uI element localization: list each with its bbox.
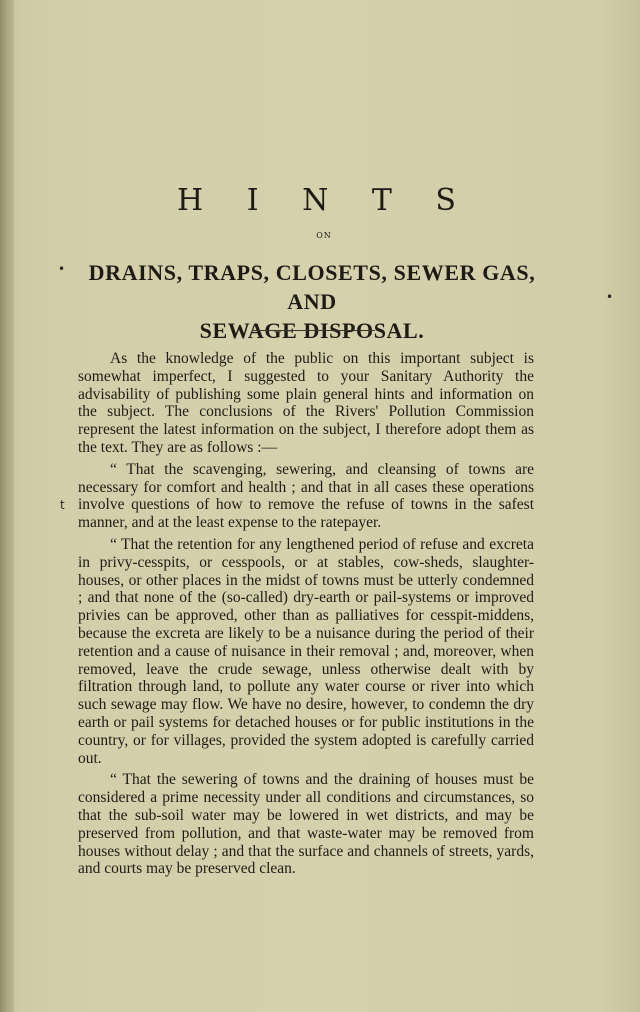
- paragraph-quote-retention: “ That the retention for any lengthened period of refuse and excreta in privy-cesspits, or cesspools, or at stables, cow-sheds, slaughter-houses, or other places in the midst of towns must be utterly condemned ; and that none of the (so-called) dry-earth or pail-systems or improved privies can be approved, other than as palliatives for cesspit-middens, because the excreta are likely to be a nuisance during the period of their retention and a cause of nuisance in their removal ; and, moreover, when removed, leave the crude sewage, unless otherwise dealt with by filtration through land, to pollute any water course or river into which such sewage may flow. We have no desire, however, to condemn the dry earth or pail systems for detached houses or for public institutions in the country, or for villages, provided the system adopted is carefully carried out.: [78, 535, 534, 767]
- paragraph-quote-sewering: “ That the sewering of towns and the draining of houses must be considered a prime necessity under all conditions and circumstances, so that the sub-soil water may be lowered in wet districts, and may be preserved from pollution, and that waste-water may be removed from houses without delay ; and that the surface and channels of streets, yards, and courts may be preserved clean.: [78, 771, 534, 878]
- left-margin-letter: t: [60, 498, 65, 512]
- title-connector: ON: [316, 231, 332, 240]
- body-text: [78, 350, 534, 882]
- subtitle-line-2: SEWAGE DISPOSAL.: [199, 318, 425, 343]
- right-margin-bullet: •: [606, 290, 614, 304]
- page-subtitle: [78, 258, 546, 345]
- subtitle-line-1: DRAINS, TRAPS, CLOSETS, SEWER GAS, AND: [88, 260, 536, 314]
- page-title: H I N T S: [177, 183, 473, 218]
- left-margin-bullet: •: [58, 262, 66, 276]
- page-binding-edge: [0, 0, 14, 1012]
- title-divider-rule: [252, 330, 375, 331]
- paragraph-quote-scavenging: “ That the scavenging, sewering, and cleansing of towns are necessary for comfort and health ; and that in all cases these operations involve questions of how to remove the refuse of towns in the safest manner, and at the least expense to the ratepayer.: [78, 460, 534, 532]
- paragraph-intro: As the knowledge of the public on this important subject is somewhat imperfect, I suggested to your Sanitary Authority the advisability of publishing some plain general hints and information on the subject. The conclusions of the Rivers' Pollution Commission represent the latest information on the subject, I therefore adopt them as the text. They are as follows :—: [78, 350, 534, 456]
